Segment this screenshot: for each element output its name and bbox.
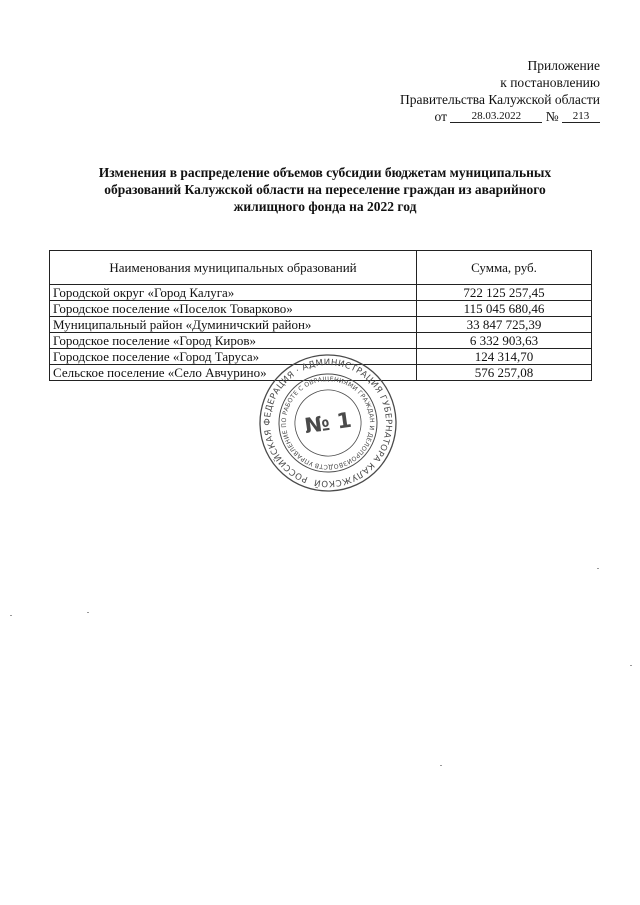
stamp-number: № 1 [302,407,354,439]
municipality-name: Муниципальный район «Думиничский район» [50,317,417,333]
table-row [50,301,592,317]
resolution-date: 28.03.2022 [450,110,542,123]
column-header-name: Наименования муниципальных образований [50,251,417,285]
appendix-header [400,57,600,125]
municipality-name: Городской округ «Город Калуга» [50,285,417,301]
stamp-inner-text: УПРАВЛЕНИЕ ПО РАБОТЕ С ОБРАЩЕНИЯМИ ГРАЖДАН И ДЕЛОПРОИЗВОДСТВУ [280,375,376,471]
resolution-number: 213 [562,110,600,123]
scan-speck [10,615,12,616]
subsidy-sum: 722 125 257,45 [417,285,592,301]
number-label: № [545,109,559,124]
stamp-outer-text: РОССИЙСКАЯ ФЕДЕРАЦИЯ · АДМИНИСТРАЦИЯ ГУБЕРНАТОРА КАЛУЖСКОЙ [262,357,394,489]
resolution-label: к постановлению [500,75,600,90]
scan-speck [597,568,599,569]
scan-speck [87,612,89,613]
official-seal-stamp [258,353,398,493]
date-number-line [400,108,600,125]
subsidy-sum: 115 045 680,46 [417,301,592,317]
table-row [50,285,592,301]
municipality-name: Городское поселение «Город Киров» [50,333,417,349]
municipality-name: Сельское поселение «Село Авчурино» [50,365,417,381]
scan-speck [630,665,632,666]
subsidy-sum: 124 314,70 [417,349,592,365]
subsidy-sum: 576 257,08 [417,365,592,381]
table-header-row [50,251,592,285]
subsidy-sum: 6 332 903,63 [417,333,592,349]
municipality-name: Городское поселение «Город Таруса» [50,349,417,365]
government-label: Правительства Калужской области [399,92,600,107]
from-label: от [434,109,447,124]
subsidy-sum: 33 847 725,39 [417,317,592,333]
municipality-name: Городское поселение «Поселок Товарково» [50,301,417,317]
table-row [50,317,592,333]
scan-speck [440,765,442,766]
column-header-sum: Сумма, руб. [417,251,592,285]
document-title: Изменения в распределение объемов субсидии бюджетам муниципальных образований Калужской области на переселение граждан из аварийного жилищного фонда на 2022 год [98,165,552,214]
table-row [50,333,592,349]
appendix-label: Приложение [527,58,600,73]
